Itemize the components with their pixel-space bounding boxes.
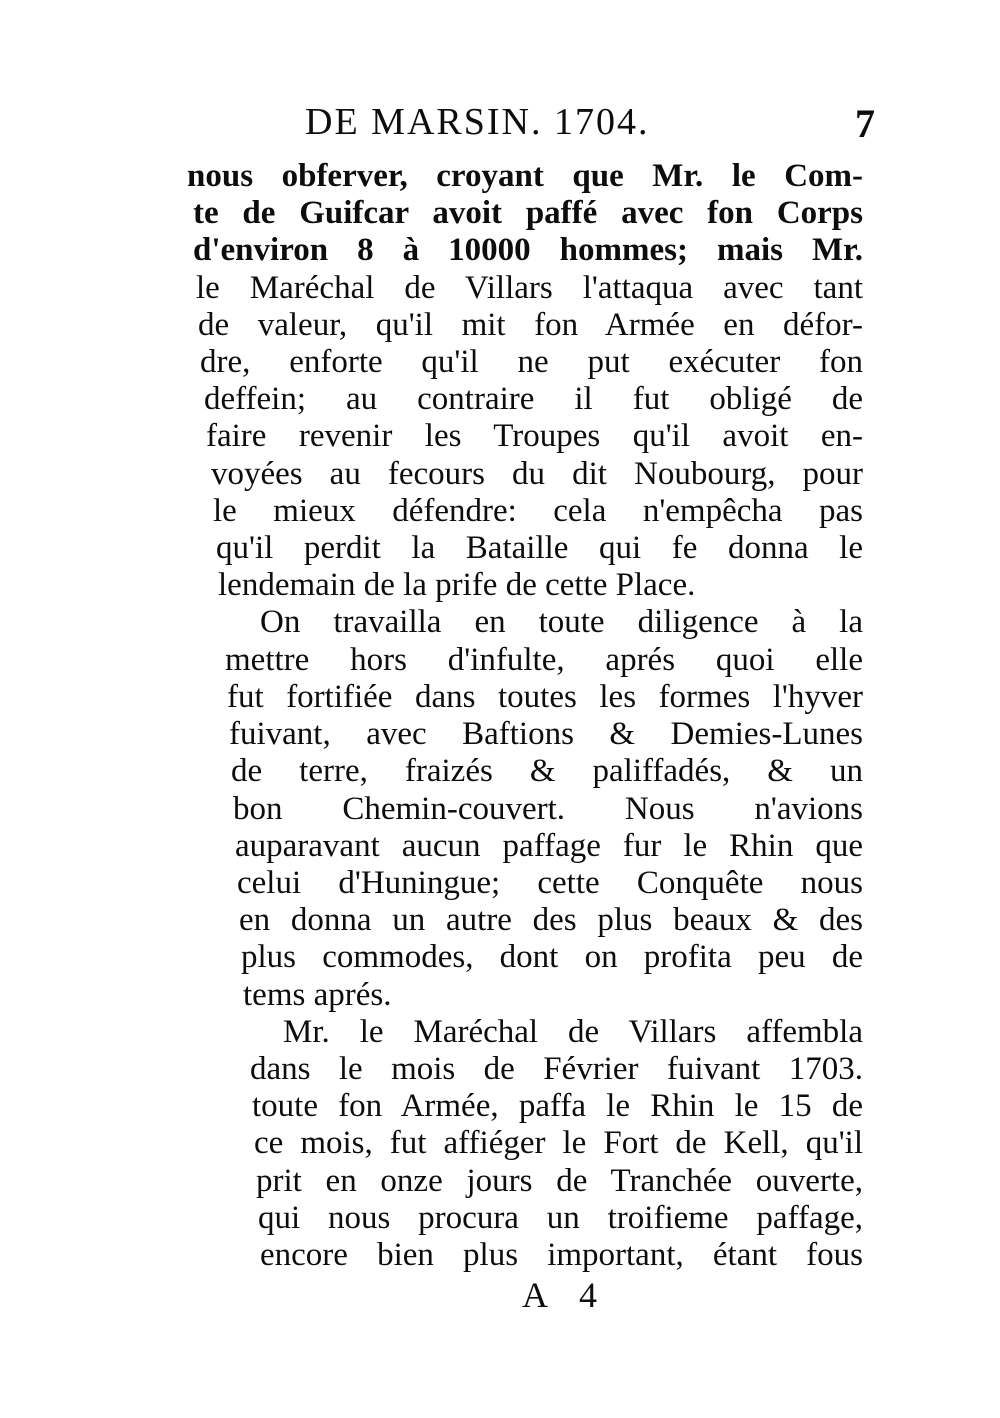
text-line: qui nous procura un troifieme paffage,	[258, 1200, 863, 1236]
text-line: dre, enforte qu'il ne put exécuter fon	[200, 344, 863, 380]
text-line: faire revenir les Troupes qu'il avoit en-	[206, 418, 863, 454]
page-number: 7	[855, 101, 875, 146]
running-header	[185, 100, 875, 160]
text-line: de terre, fraizés & paliffadés, & un	[231, 753, 863, 789]
text-line: encore bien plus important, étant fous	[260, 1237, 863, 1273]
text-line: fuivant, avec Baftions & Demies-Lunes	[229, 716, 863, 752]
text-line: plus commodes, dont on profita peu de	[241, 939, 863, 975]
text-line: celui d'Huningue; cette Conquête nous	[237, 865, 863, 901]
text-line: nous obferver, croyant que Mr. le Com-	[187, 158, 863, 194]
text-line: le Maréchal de Villars l'attaqua avec tant	[196, 270, 863, 306]
text-line: deffein; au contraire il fut obligé de	[204, 381, 863, 417]
text-line: en donna un autre des plus beaux & des	[239, 902, 863, 938]
text-line: Mr. le Maréchal de Villars affembla	[283, 1014, 863, 1050]
text-line: tems aprés.	[243, 977, 392, 1013]
text-line: dans le mois de Février fuivant 1703.	[250, 1051, 863, 1087]
text-line: d'environ 8 à 10000 hommes; mais Mr.	[193, 232, 863, 268]
text-line: le mieux défendre: cela n'empêcha pas	[213, 493, 863, 529]
text-line: fut fortifiée dans toutes les formes l'hyver	[227, 679, 863, 715]
text-line: te de Guifcar avoit paffé avec fon Corps	[193, 195, 863, 231]
text-line: prit en onze jours de Tranchée ouverte,	[256, 1163, 863, 1199]
text-line: lendemain de la prife de cette Place.	[218, 567, 696, 603]
text-line: mettre hors d'infulte, aprés quoi elle	[225, 642, 863, 678]
text-line: bon Chemin-couvert. Nous n'avions	[233, 791, 863, 827]
text-line: On travailla en toute diligence à la	[260, 604, 863, 640]
header-title: DE MARSIN. 1704.	[305, 101, 650, 143]
text-line: de valeur, qu'il mit fon Armée en défor-	[198, 307, 863, 343]
text-line: qu'il perdit la Bataille qui fe donna le	[216, 530, 863, 566]
text-line: voyées au fecours du dit Noubourg, pour	[211, 456, 863, 492]
text-line: ce mois, fut affiéger le Fort de Kell, qu'il	[254, 1125, 863, 1161]
text-line: auparavant aucun paffage fur le Rhin que	[235, 828, 863, 864]
text-line: toute fon Armée, paffa le Rhin le 15 de	[252, 1088, 863, 1124]
signature-mark: A 4	[522, 1275, 610, 1315]
